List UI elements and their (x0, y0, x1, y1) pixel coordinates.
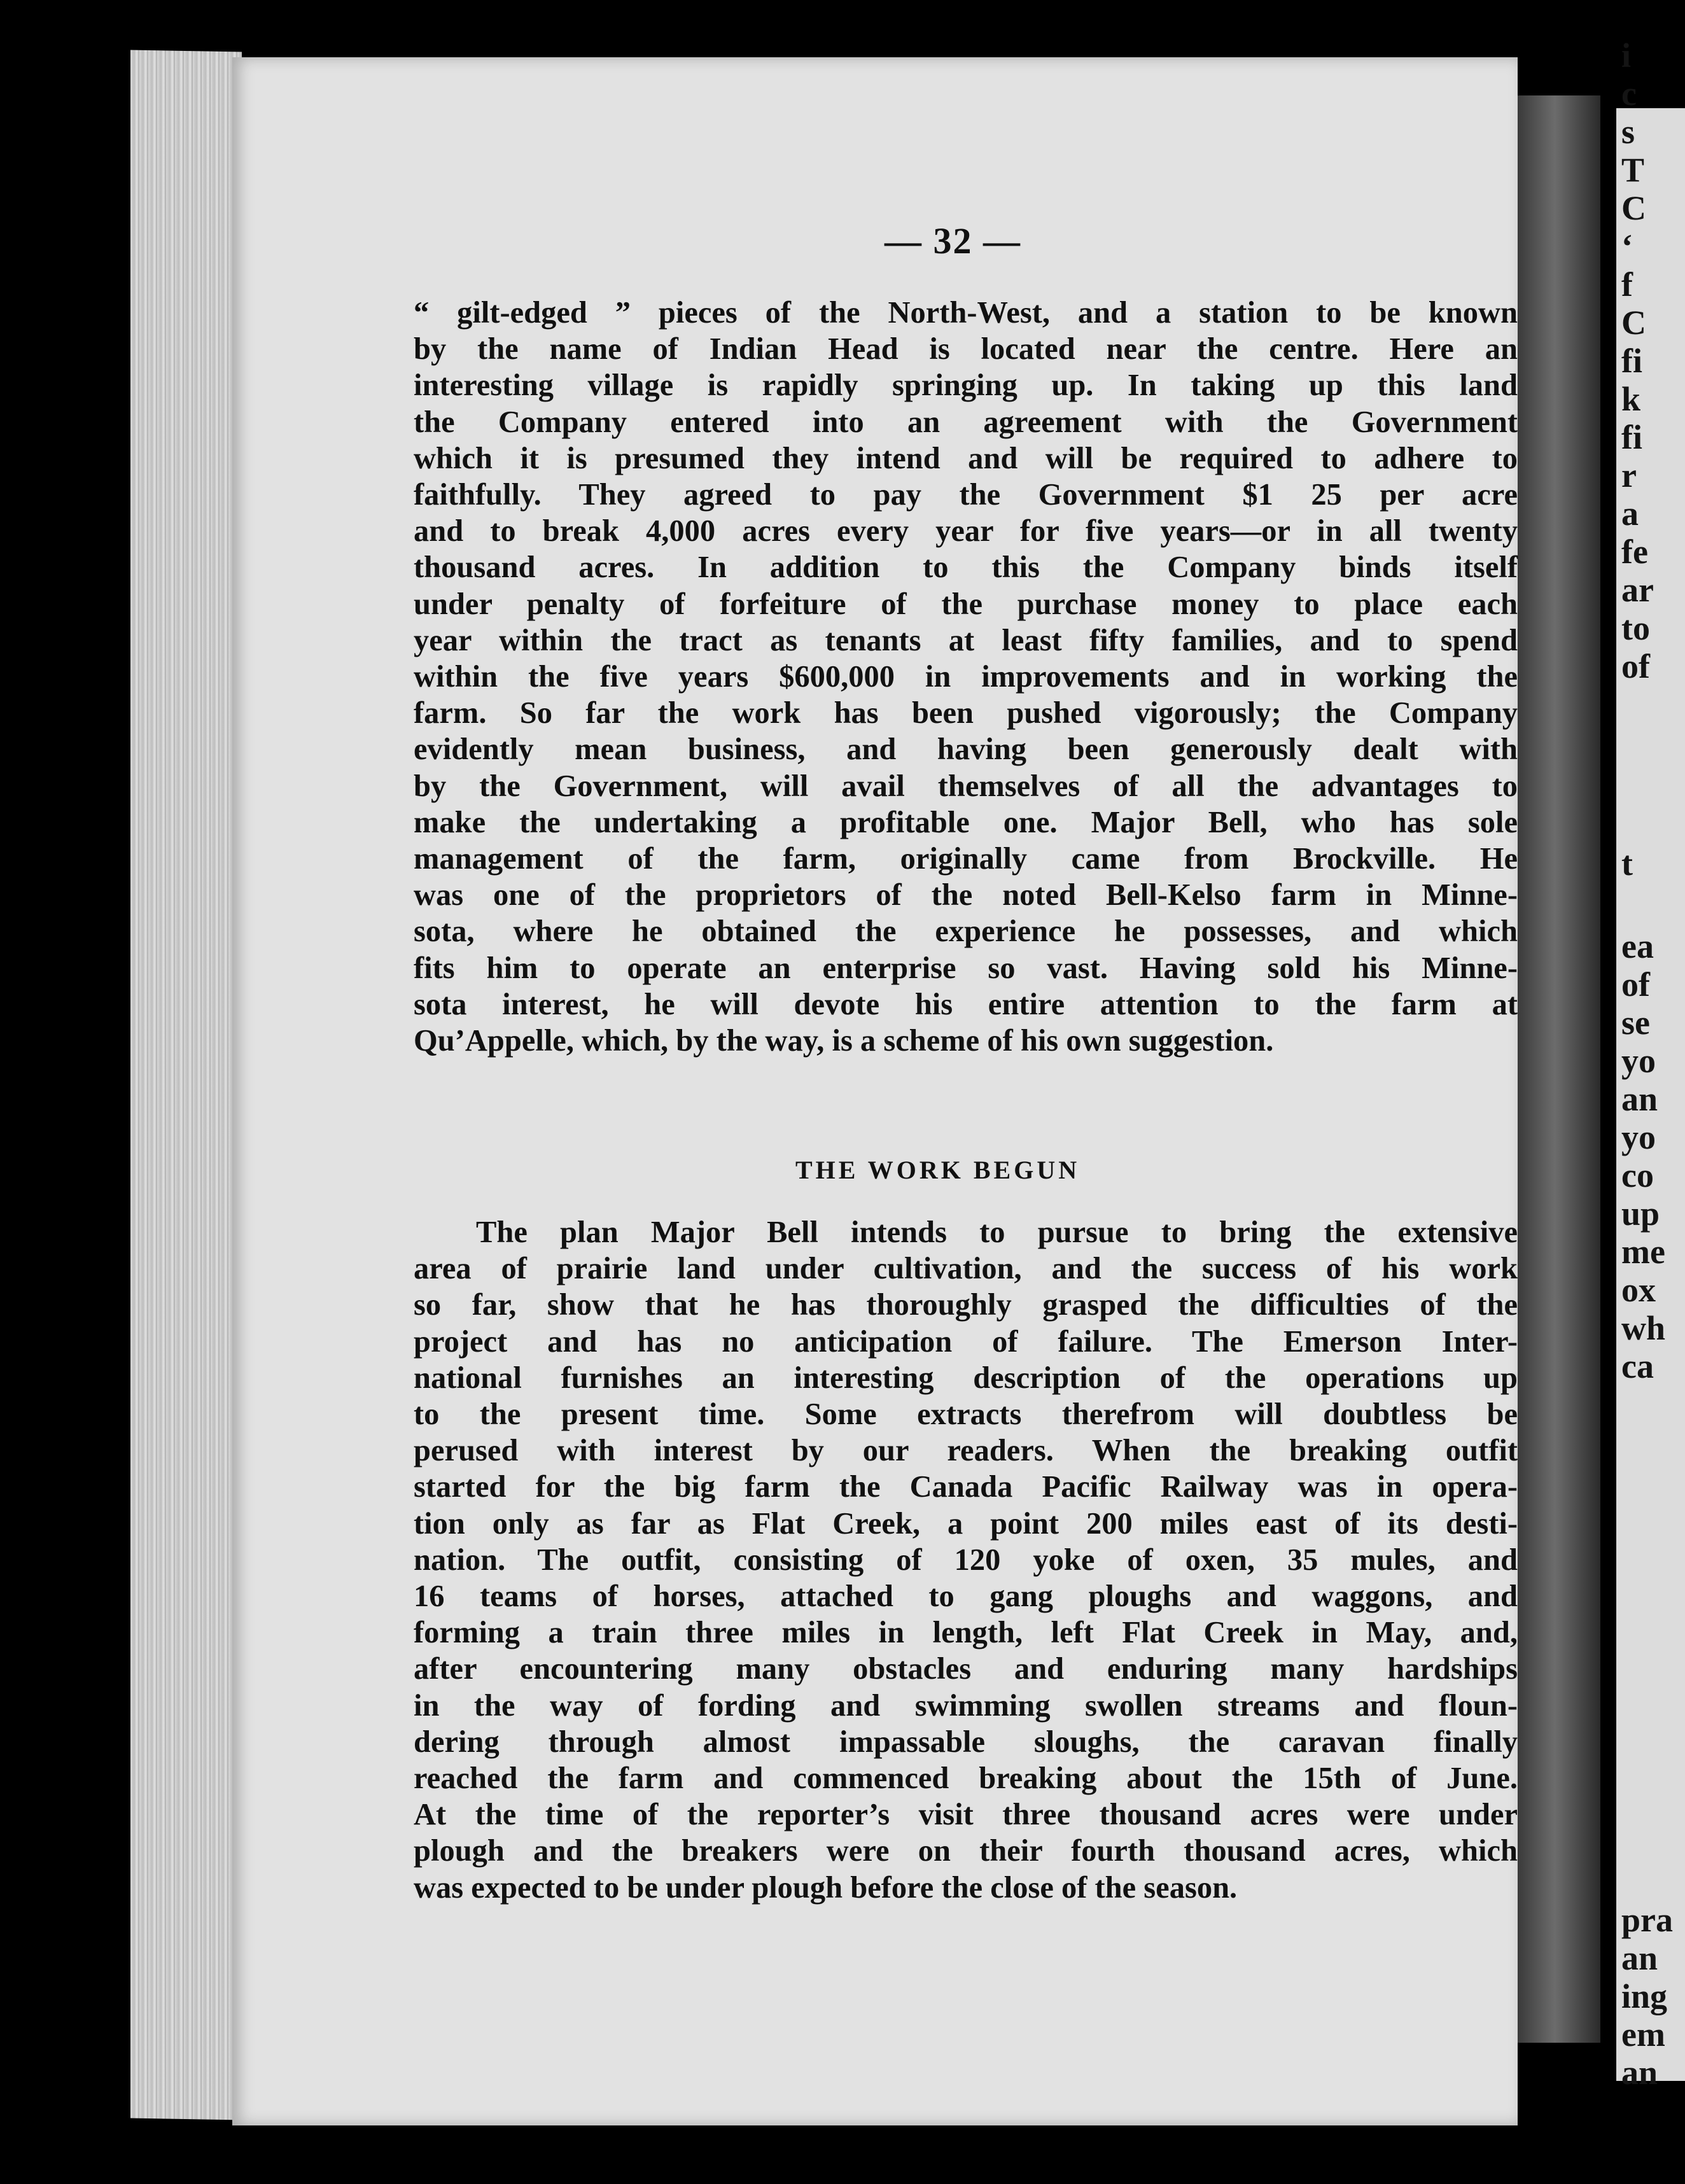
adjacent-page-fragment: of (1621, 965, 1650, 1004)
text-line: At the time of the reporter’s visit three thousand acres were under (414, 1798, 1518, 1832)
text-line: within the five years $600,000 in improvements and in working the (414, 660, 1518, 694)
text-line: faithfully. They agreed to pay the Government $1 25 per acre (414, 478, 1518, 512)
paragraph-2 (414, 1214, 1518, 1906)
adjacent-page-fragment: i (1621, 36, 1632, 74)
adjacent-page-fragment: ing (1621, 1977, 1668, 2015)
adjacent-page-fragment: k (1621, 380, 1641, 418)
text-line: perused with interest by our readers. When the breaking outfit (414, 1434, 1518, 1468)
adjacent-page-fragment: an (1621, 1939, 1658, 1977)
adjacent-page-fragment: yo (1621, 1042, 1656, 1080)
text-line: interesting village is rapidly springing up. In taking up this land (414, 368, 1518, 403)
adjacent-page-fragment: f (1621, 265, 1633, 304)
text-line: evidently mean business, and having been generously dealt with (414, 732, 1518, 767)
text-line: after encountering many obstacles and enduring many hardships (414, 1652, 1518, 1686)
text-line: management of the farm, originally came from Brockville. He (414, 842, 1518, 876)
text-line: year within the tract as tenants at least fifty families, and to spend (414, 623, 1518, 657)
text-line: area of prairie land under cultivation, and the success of his work (414, 1252, 1518, 1286)
text-line: “ gilt-edged ” pieces of the North-West, and a station to be known (414, 296, 1518, 330)
text-line: by the Government, will avail themselves of all the advantages to (414, 769, 1518, 803)
adjacent-page-fragment: co (1621, 1156, 1654, 1194)
text-line: forming a train three miles in length, left Flat Creek in May, and, (414, 1616, 1518, 1650)
page-edge-stack (130, 50, 242, 2120)
adjacent-page-fragment: an (1621, 2054, 1658, 2092)
adjacent-page-fragment: C (1621, 189, 1646, 227)
adjacent-page-fragment: r (1621, 456, 1637, 494)
adjacent-page-fragment: fi (1621, 418, 1642, 456)
book-gutter (1518, 95, 1600, 2043)
adjacent-page-fragment: of (1621, 647, 1650, 685)
text-line: under penalty of forfeiture of the purchase money to place each (414, 587, 1518, 621)
adjacent-page-fragment: fe (1621, 533, 1648, 571)
adjacent-page-fragment: pra (1621, 1901, 1673, 1939)
text-line: 16 teams of horses, attached to gang ploughs and waggons, and (414, 1579, 1518, 1614)
text-line: which it is presumed they intend and will be required to adhere to (414, 441, 1518, 475)
text-line: fits him to operate an enterprise so vast. Having sold his Minne- (414, 951, 1518, 985)
text-line: plough and the breakers were on their fourth thousand acres, which (414, 1834, 1518, 1868)
text-line: project and has no anticipation of failure. The Emerson Inter- (414, 1324, 1518, 1359)
text-line: and to break 4,000 acres every year for five years—or in all twenty (414, 514, 1518, 549)
text-line: thousand acres. In addition to this the Company binds itself (414, 550, 1518, 585)
text-line: in the way of fording and swimming swollen streams and floun- (414, 1688, 1518, 1723)
adjacent-page-fragment: se (1621, 1004, 1650, 1042)
adjacent-page-fragment: ox (1621, 1271, 1656, 1309)
text-line: to the present time. Some extracts therefrom will doubtless be (414, 1397, 1518, 1432)
text-line: was expected to be under plough before the close of the season. (414, 1870, 1238, 1905)
text-line: sota, where he obtained the experience he possesses, and which (414, 914, 1518, 949)
adjacent-page-fragment: ar (1621, 571, 1654, 609)
adjacent-page (1616, 36, 1685, 2092)
adjacent-page-fragment: up (1621, 1194, 1660, 1233)
text-line: started for the big farm the Canada Pacific Railway was in opera- (414, 1470, 1518, 1504)
text-line: Qu’Appelle, which, by the way, is a scheme of his own suggestion. (414, 1024, 1274, 1058)
text-line: sota interest, he will devote his entire attention to the farm at (414, 987, 1518, 1021)
text-line: the Company entered into an agreement with the Government (414, 405, 1518, 439)
text-line: dering through almost impassable sloughs, the caravan finally (414, 1725, 1518, 1759)
adjacent-page-fragment: ‘ (1621, 227, 1633, 265)
text-line: make the undertaking a profitable one. Major Bell, who has sole (414, 805, 1518, 839)
adjacent-page-fragment: fi (1621, 342, 1642, 380)
adjacent-page-fragment: a (1621, 494, 1639, 533)
adjacent-page-fragment: me (1621, 1233, 1665, 1271)
adjacent-page-fragment: C (1621, 304, 1646, 342)
text-line: The plan Major Bell intends to pursue to bring the extensive (476, 1215, 1518, 1249)
section-heading: THE WORK BEGUN (795, 1156, 1080, 1184)
adjacent-page-fragment: ca (1621, 1347, 1654, 1385)
text-line: so far, show that he has thoroughly grasped the difficulties of the (414, 1288, 1518, 1322)
text-line: was one of the proprietors of the noted Bell-Kelso farm in Minne- (414, 878, 1518, 913)
text-line: nation. The outfit, consisting of 120 yoke of oxen, 35 mules, and (414, 1543, 1518, 1577)
adjacent-page-fragment: wh (1621, 1309, 1666, 1347)
paragraph-1 (414, 295, 1518, 1059)
adjacent-page-fragment: t (1621, 844, 1633, 883)
adjacent-page-fragment: T (1621, 151, 1645, 189)
text-line: farm. So far the work has been pushed vigorously; the Company (414, 696, 1518, 731)
text-line: reached the farm and commenced breaking about the 15th of June. (414, 1761, 1518, 1796)
adjacent-page-fragment: ea (1621, 927, 1654, 965)
adjacent-page-fragment: c (1621, 74, 1637, 113)
text-line: national furnishes an interesting description of the operations up (414, 1361, 1518, 1395)
text-line: tion only as far as Flat Creek, a point 200 miles east of its desti- (414, 1506, 1518, 1541)
adjacent-page-fragment: to (1621, 609, 1650, 647)
adjacent-page-fragment: em (1621, 2015, 1665, 2054)
page-number: — 32 — (884, 220, 1021, 262)
adjacent-page-fragment: yo (1621, 1118, 1656, 1156)
text-line: by the name of Indian Head is located near the centre. Here an (414, 332, 1518, 367)
adjacent-page-fragment: an (1621, 1080, 1658, 1118)
adjacent-page-fragment: s (1621, 113, 1635, 151)
